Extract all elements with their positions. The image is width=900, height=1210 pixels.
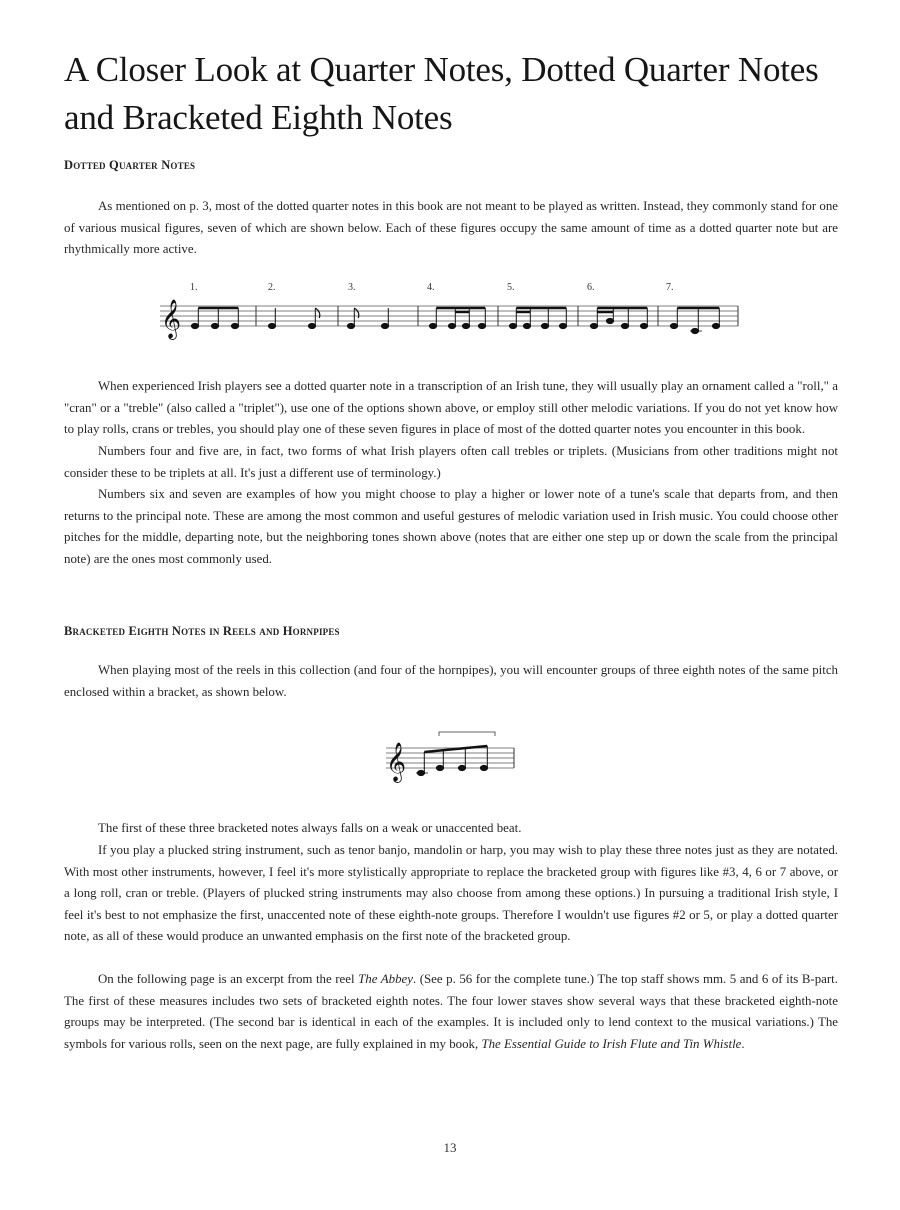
paragraph-the-abbey xyxy=(64,969,838,1055)
paragraph-bracketed-intro: When playing most of the reels in this collection (and four of the hornpipes), you will encounter groups of three eighth notes of the same pitch enclosed within a bracket, as shown below. xyxy=(64,663,838,699)
figure-number-5: 5. xyxy=(507,282,515,293)
figure-number-2: 2. xyxy=(268,282,276,293)
bracketed-notes xyxy=(416,746,488,776)
tune-title-the-abbey: The Abbey xyxy=(358,972,413,986)
paragraph-neighbor-tones: Numbers six and seven are examples of how you might choose to play a higher or lower note of a tune's scale that departs from, and then returns to the principal note. These are among the most common and useful gestures of melodic variation used in Irish music. You could choose other pitches for the middle, departing note, but the neighboring tones shown above (notes that are either one step up or down the scale from the principal note) are the ones most commonly used. xyxy=(64,487,838,566)
bracket-line xyxy=(439,732,495,736)
paragraph-intro: As mentioned on p. 3, most of the dotted quarter notes in this book are not meant to be played as written. Instead, they commonly stand for one of various musical figures, seven of which are shown below. Each of these figures occupy the same amount of time as a dotted quarter note but are rhythmically more active. xyxy=(64,199,838,257)
section-heading-dotted-quarter-notes: Dotted Quarter Notes xyxy=(64,158,196,172)
paragraph-trebles: Numbers four and five are, in fact, two forms of what Irish players often call trebles or triplets. (Musicians from other traditions might not consider these to be triplets at all. It's just a different use of terminology.) xyxy=(64,444,838,480)
treble-clef-icon: 𝄞 xyxy=(161,301,182,338)
figure-number-4: 4. xyxy=(427,282,435,293)
abbey-text-1: On the following page is an excerpt from the reel xyxy=(98,972,359,986)
page-title: A Closer Look at Quarter Notes, Dotted Quarter Notes and Bracketed Eighth Notes xyxy=(64,50,819,137)
page-number: 13 xyxy=(443,1140,457,1155)
bracketed-eighth-notes-staff xyxy=(382,726,518,784)
abbey-text-3: . xyxy=(741,1036,745,1051)
paragraph-ornaments: When experienced Irish players see a dotted quarter note in a transcription of an Irish tune, they will usually play an ornament called a "roll," a "cran" or a "treble" (also called a "triplet"), use one of the options shown above, or employ still other melodic variations. If you do not yet know how to play rolls, crans or trebles, you should play one of these seven figures in place of most of the dotted quarter notes you encounter in this book. xyxy=(64,379,838,437)
figure-number-6: 6. xyxy=(587,282,595,293)
treble-clef-icon: 𝄞 xyxy=(386,744,407,781)
figure-number-3: 3. xyxy=(348,282,356,293)
figure-number-labels xyxy=(190,282,674,293)
section-heading-bracketed-eighth-notes: Bracketed Eighth Notes in Reels and Hornpipes xyxy=(64,624,340,638)
seven-figures-staff xyxy=(155,278,745,348)
abbey-text-2: . (See p. 56 for the complete tune.) The top staff shows mm. 5 and 6 of its B-part. The first of these measures includes two sets of bracketed eighth notes. The four lower staves show several ways that these bracketed eighth-note groups may be interpreted. (The second bar is identical in each of the examples. It is included only to lend context to the musical variations.) The symbols for various rolls, seen on the next page, are fully explained in my book, xyxy=(64,972,838,1051)
paragraph-weak-beat: The first of these three bracketed notes always falls on a weak or unaccented beat. xyxy=(98,821,522,835)
figure-number-7: 7. xyxy=(666,282,674,293)
book-title: The Essential Guide to Irish Flute and Tin Whistle xyxy=(481,1036,742,1051)
paragraph-plucked-instruments: If you play a plucked string instrument, such as tenor banjo, mandolin or harp, you may wish to play these three notes just as they are notated. With most other instruments, however, I feel it's more stylistically appropriate to replace the bracketed group with figures like #3, 4, 6 or 7 above, or a long roll, cran or treble. (Players of plucked string instruments may also choose from among these options.) In pursuing a traditional Irish style, I feel it's best to not emphasize the first, unaccented note of these eighth-note groups. Therefore I wouldn't use figures #2 or 5, or play a dotted quarter note, as all of these would produce an unwanted emphasis on the first note of the bracketed group. xyxy=(64,843,838,944)
figure-number-1: 1. xyxy=(190,282,198,293)
